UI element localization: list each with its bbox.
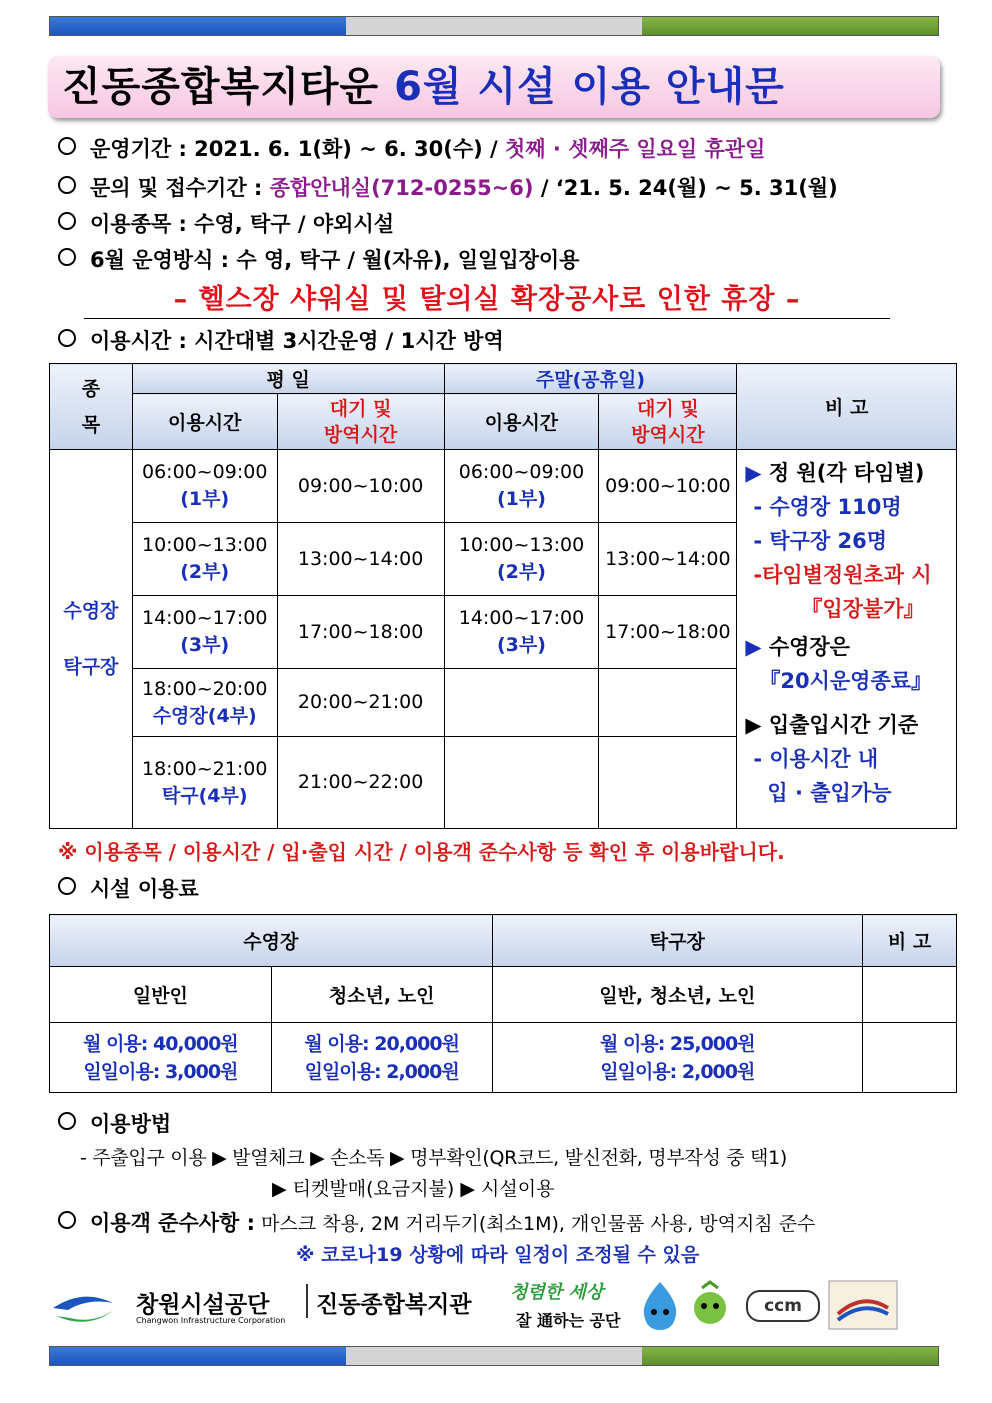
usage-method-title: 이용방법 [58,1108,171,1138]
empty-cell [444,737,599,829]
circle-bullet-icon [58,1211,76,1229]
header-general: 일반인 [50,967,272,1023]
table-row: 18:00~21:00 탁구(4부) [132,737,277,829]
fee-youth: 월 이용: 20,000원 일일이용: 2,000원 [271,1023,492,1093]
empty-cell [444,669,599,737]
org-name: 창원시설공단 [136,1292,270,1318]
mascot-icon [638,1280,682,1334]
ccm-logo: ccm [746,1290,820,1322]
inquiry-info: 문의 및 접수기간 : 종합안내실(712-0255~6) / ‘21. 5. 24(월) ~ 5. 31(월) [58,172,838,202]
usage-steps-line2: ▶ 티켓발매(요금지불) ▶ 시설이용 [272,1178,555,1200]
header-weekend: 주말(공휴일) [444,364,737,394]
covid-notice: ※ 코로나19 상황에 따라 일정이 조정될 수 있음 [296,1244,700,1266]
top-color-bar [49,16,939,36]
triangle-icon: ▶ [745,461,762,485]
wait-cell: 17:00~18:00 [277,596,444,669]
fees-title: 시설 이용료 [58,873,199,903]
wait-cell: 13:00~14:00 [277,523,444,596]
slogan: 청렴한 세상 [510,1282,604,1303]
table-row: 10:00~13:00 (2부) [132,523,277,596]
wait-cell: 20:00~21:00 [277,669,444,737]
wait-cell: 09:00~10:00 [277,450,444,523]
triangle-icon: ▶ [745,713,762,737]
header-weekend-time: 이용시간 [444,394,599,450]
certification-logo-icon [828,1280,898,1330]
slogan-sub: 잘 通하는 공단 [516,1311,621,1330]
footer-logos [48,1278,948,1336]
header-weekday-time: 이용시간 [132,394,277,450]
org-name-en: Changwon Infrastructure Corporation [136,1316,286,1325]
empty-cell [599,737,737,829]
circle-bullet-icon [58,212,76,230]
table-row: 14:00~17:00 (3부) [444,596,599,669]
table-row: 06:00~09:00 (1부) [444,450,599,523]
header-tt-all: 일반, 청소년, 노인 [492,967,863,1023]
wait-cell: 21:00~22:00 [277,737,444,829]
empty-cell [599,669,737,737]
circle-bullet-icon [58,877,76,895]
header-type: 종 목 [50,364,133,450]
table-row: 14:00~17:00 (3부) [132,596,277,669]
fee-general: 월 이용: 40,000원 일일이용: 3,000원 [50,1023,272,1093]
fees-table [49,914,957,1093]
header-youth: 청소년, 노인 [271,967,492,1023]
table-row: 06:00~09:00 (1부) [132,450,277,523]
table-row: 10:00~13:00 (2부) [444,523,599,596]
divider [306,1284,308,1318]
usage-steps-line1: - 주출입구 이용 ▶ 발열체크 ▶ 손소독 ▶ 명부확인(QR코드, 발신전화, 명부작성 중 택1) [80,1147,787,1169]
circle-bullet-icon [58,176,76,194]
center-name: 진동종합복지관 [316,1292,472,1318]
usage-items: 이용종목 : 수영, 탁구 / 야외시설 [58,208,394,238]
page-title: 진동종합복지타운 6월 시설 이용 안내문 [48,56,940,118]
circle-bullet-icon [58,248,76,266]
closure-notice: – 헬스장 샤워실 및 탈의실 확장공사로 인한 휴장 – [84,277,890,319]
header-remark: 비 고 [737,364,957,450]
visitor-rules: 이용객 준수사항 : 마스크 착용, 2M 거리두기(최소1M), 개인물품 사용, 방역지침 준수 [58,1207,815,1237]
usage-notice: ※ 이용종목 / 이용시간 / 입·출입 시간 / 이용객 준수사항 등 확인 후 이용바랍니다. [58,840,785,864]
wait-cell: 13:00~14:00 [599,523,737,596]
remarks-cell: ▶ 정 원(각 타임별) - 수영장 110명 - 탁구장 26명 -타임별정원초과 시 『입장불가』 ▶ 수영장은 『20시운영종료』 ▶ 입출입시간 기준 - 이용시간 내 입 · 출입가능 [737,450,957,829]
triangle-icon: ▶ [745,635,762,659]
bottom-color-bar [49,1346,939,1366]
header-table-tennis: 탁구장 [492,915,863,967]
header-weekday: 평 일 [132,364,444,394]
header-weekend-wait: 대기 및 방역시간 [599,394,737,450]
wait-cell: 17:00~18:00 [599,596,737,669]
operation-method: 6월 운영방식 : 수 영, 탁구 / 월(자유), 일일입장이용 [58,244,579,274]
schedule-table [49,363,957,829]
mascot-icon [688,1280,732,1334]
empty-cell [863,967,957,1023]
operation-period: 운영기간 : 2021. 6. 1(화) ~ 6. 30(수) / 첫째 · 셋째주 일요일 휴관일 [58,133,765,163]
table-row: 18:00~20:00 수영장(4부) [132,669,277,737]
empty-cell [863,1023,957,1093]
wait-cell: 09:00~10:00 [599,450,737,523]
usage-hours: 이용시간 : 시간대별 3시간운영 / 1시간 방역 [58,325,504,355]
circle-bullet-icon [58,1112,76,1130]
fee-table-tennis: 월 이용: 25,000원 일일이용: 2,000원 [492,1023,863,1093]
circle-bullet-icon [58,329,76,347]
header-fee-remark: 비 고 [863,915,957,967]
header-swim: 수영장 [50,915,493,967]
header-weekday-wait: 대기 및 방역시간 [277,394,444,450]
circle-bullet-icon [58,137,76,155]
facility-cell: 수영장 탁구장 [50,450,133,829]
corporation-logo-icon [48,1288,118,1328]
